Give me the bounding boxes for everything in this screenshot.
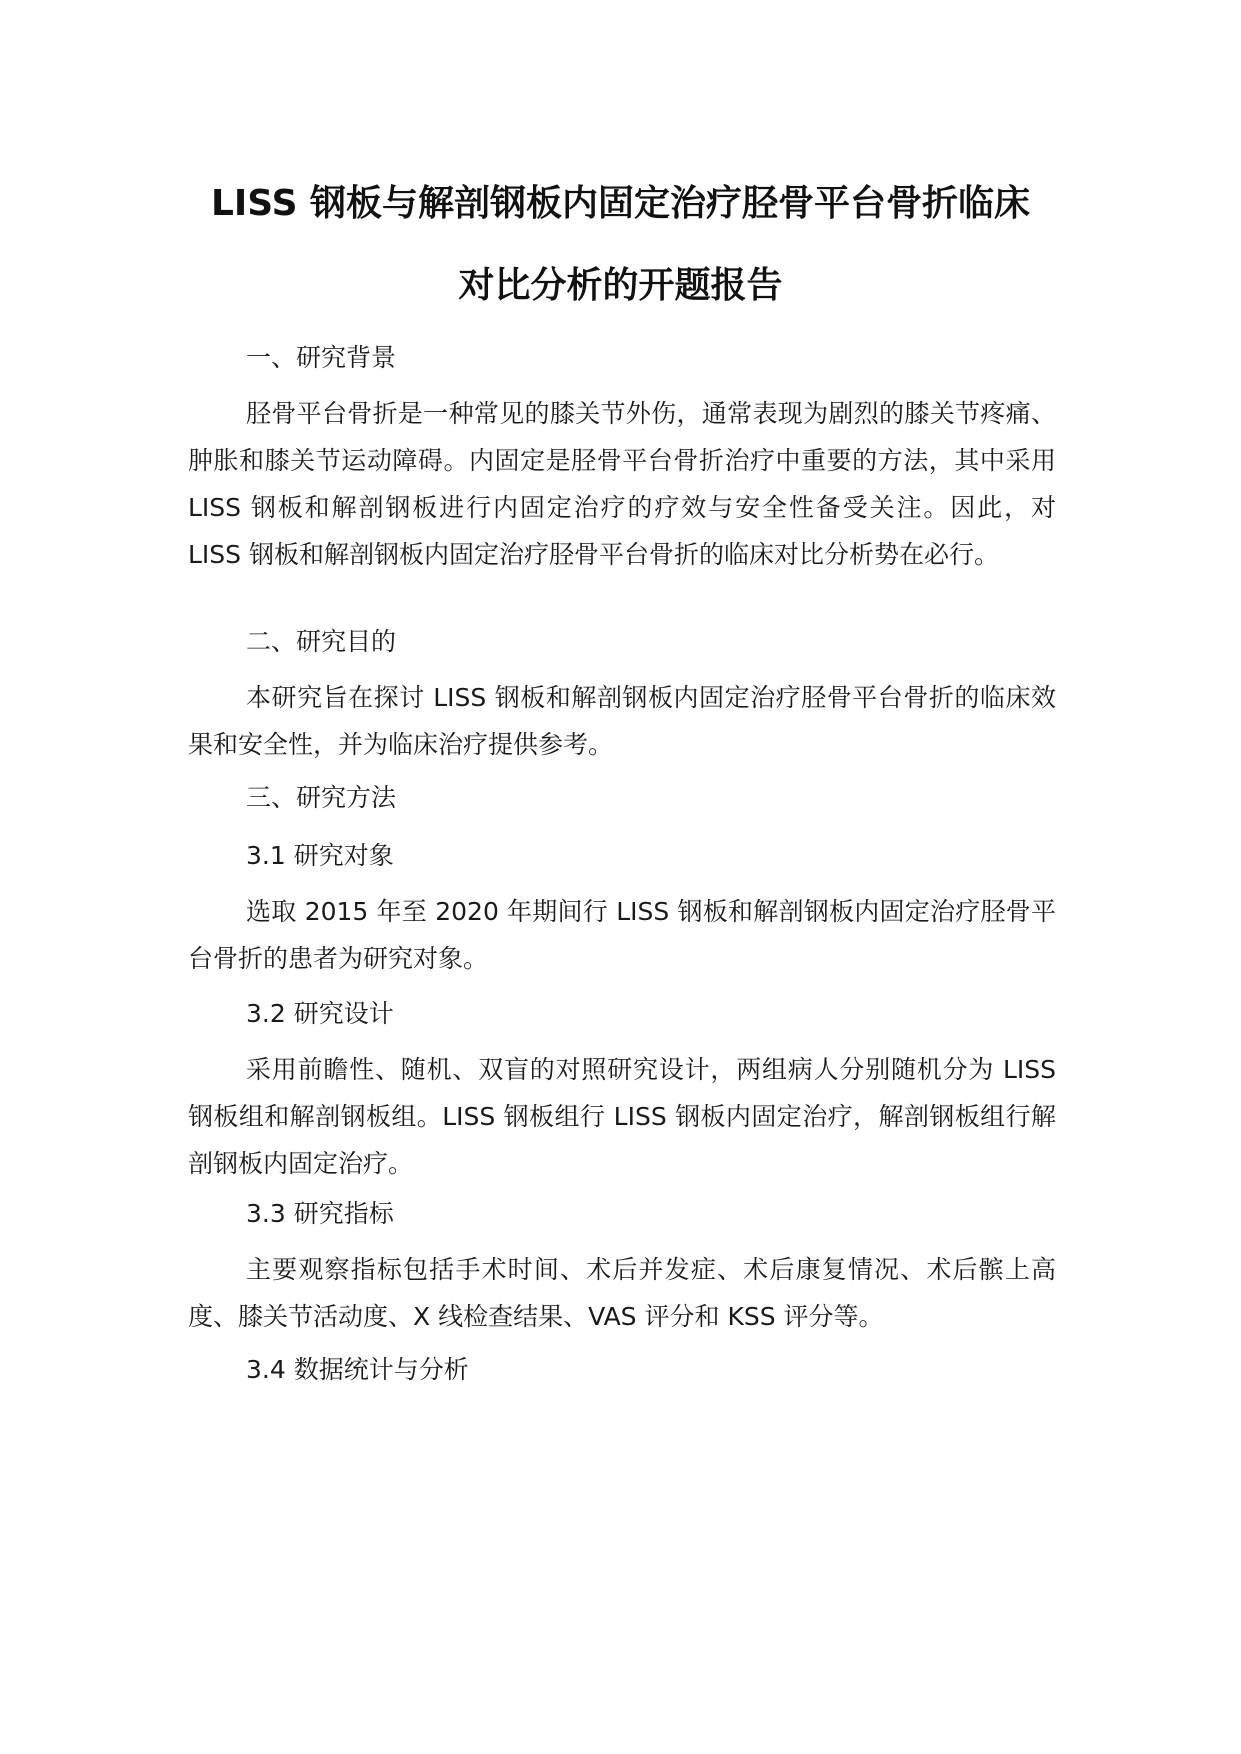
paragraph-design: 采用前瞻性、随机、双盲的对照研究设计，两组病人分别随机分为 LISS 钢板组和解剖钢板组。LISS 钢板组行 LISS 钢板内固定治疗，解剖钢板组行解剖钢板内固定治疗。 xyxy=(188,1055,1056,1178)
document-title-line-2: 对比分析的开题报告 xyxy=(458,265,783,306)
paragraph-subjects: 选取 2015 年至 2020 年期间行 LISS 钢板和解剖钢板内固定治疗胫骨平台骨折的患者为研究对象。 xyxy=(188,897,1056,973)
section-heading-methods: 三、研究方法 xyxy=(246,783,397,812)
subsection-heading-indicators: 3.3 研究指标 xyxy=(246,1199,394,1228)
paragraph-indicators: 主要观察指标包括手术时间、术后并发症、术后康复情况、术后髌上高度、膝关节活动度、X 线检查结果、VAS 评分和 KSS 评分等。 xyxy=(188,1255,1056,1331)
subsection-heading-subjects: 3.1 研究对象 xyxy=(246,841,394,870)
subsection-heading-statistics: 3.4 数据统计与分析 xyxy=(246,1355,469,1384)
section-heading-background: 一、研究背景 xyxy=(246,343,397,372)
paragraph-background: 胫骨平台骨折是一种常见的膝关节外伤，通常表现为剧烈的膝关节疼痛、肿胀和膝关节运动障碍。内固定是胫骨平台骨折治疗中重要的方法，其中采用 LISS 钢板和解剖钢板进行内固定治疗的疗效与安全性备受关注。因此，对 LISS 钢板和解剖钢板内固定治疗胫骨平台骨折的临床对比分析势在必行。 xyxy=(188,399,1056,569)
section-heading-purpose: 二、研究目的 xyxy=(246,627,397,656)
paragraph-purpose: 本研究旨在探讨 LISS 钢板和解剖钢板内固定治疗胫骨平台骨折的临床效果和安全性，并为临床治疗提供参考。 xyxy=(188,683,1056,759)
document-title-line-1: LISS 钢板与解剖钢板内固定治疗胫骨平台骨折临床 xyxy=(210,183,1031,224)
subsection-heading-design: 3.2 研究设计 xyxy=(246,999,394,1028)
